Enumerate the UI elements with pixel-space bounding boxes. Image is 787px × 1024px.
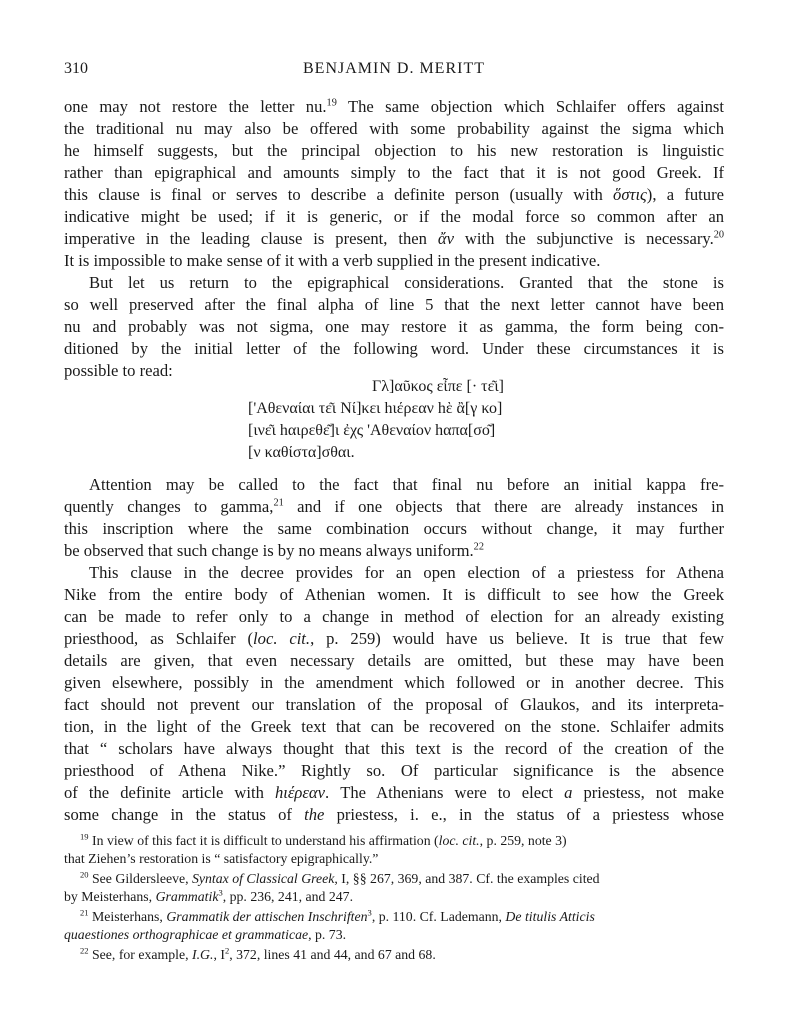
text-line: of the definite article with hιέρεαν. The Athenians were to elect a priestess, not make: [64, 783, 724, 802]
text-line: be observed that such change is by no means always uniform.$^{22}$: [64, 541, 484, 560]
page-header: [64, 60, 724, 82]
text-line: priesthood, as Schlaifer (loc. cit., p. 259) would have us believe. It is true that few: [64, 629, 724, 648]
text-line: given elsewhere, possibly in the amendment which followed or in another decree. This: [64, 673, 724, 692]
inscription-line: [ν καθίστα]σθαι.: [248, 444, 355, 461]
text-line: details are given, that even necessary details are omitted, but these may have been: [64, 651, 724, 670]
text-line: this clause is final or serves to describe a definite person (usually with ὅστις), a future: [64, 185, 724, 204]
text-line: can be made to refer only to a change in method of election for an already existing: [64, 607, 724, 626]
footnote-20: $^{20}$ See Gildersleeve, Syntax of Classical Greek, I, §§ 267, 369, and 387. Cf. the examples cited: [80, 869, 600, 886]
text-line: possible to read:: [64, 361, 173, 380]
text-line: This clause in the decree provides for an open election of a priestess for Athena: [89, 563, 724, 582]
text-line: some change in the status of the priestess, i. e., in the status of a priestess whose: [64, 805, 724, 824]
text-line: Nike from the entire body of Athenian women. It is difficult to see how the Greek: [64, 585, 724, 604]
page-number: 310: [64, 60, 88, 77]
text-line: nu and probably was not sigma, one may restore it as gamma, the form being con-: [64, 317, 724, 336]
text-line: indicative might be used; if it is generic, or if the modal force so common after an: [64, 207, 724, 226]
footnote-ref[interactable]: 22: [473, 541, 484, 553]
text-line: one may not restore the letter nu.$^{19}$ The same objection which Schlaifer offers against: [64, 97, 724, 116]
running-head: BENJAMIN D. MERITT: [303, 60, 485, 77]
inscription-line: Γλ]αῦκος εἶπε [· τε͂ι]: [372, 378, 504, 395]
text-line: tion, in the light of the Greek text that can be recovered on the stone. Schlaifer admits: [64, 717, 724, 736]
text-line: But let us return to the epigraphical considerations. Granted that the stone is: [89, 273, 724, 292]
footnote-19-cont: that Ziehen’s restoration is “ satisfactory epigraphically.”: [64, 851, 379, 866]
footnote-21: $^{21}$ Meisterhans, Grammatik der attischen Inschriften$^3$, p. 110. Cf. Lademann, De titulis Atticis: [80, 907, 595, 924]
text-line: that “ scholars have always thought that this text is the record of the creation of the: [64, 739, 724, 758]
text-line: It is impossible to make sense of it with a verb supplied in the present indicative.: [64, 251, 601, 270]
footnote-22: $^{22}$ See, for example, I.G., $I^2$, 372, lines 41 and 44, and 67 and 68.: [80, 945, 436, 962]
footnote-ref[interactable]: 19: [326, 97, 337, 109]
text-line: imperative in the leading clause is present, then ἄν with the subjunctive is necessary.$^{20}$: [64, 229, 725, 248]
text-line: rather than epigraphical and amounts simply to the fact that it is not good Greek. If: [64, 163, 724, 182]
inscription-line: ['Αθεναίαι τε͂ι Νί]κει hιέρεαν hὲ ἂ[γ κο]: [248, 400, 503, 417]
text-line: ditioned by the initial letter of the following word. Under these circumstances it is: [64, 339, 724, 358]
text-line: the traditional nu may also be offered with some probability against the sigma which: [64, 119, 724, 138]
text-line: Attention may be called to the fact that final nu before an initial kappa fre-: [89, 475, 724, 494]
text-line: he himself suggests, but the principal objection to his new restoration is linguistic: [64, 141, 724, 160]
text-line: so well preserved after the final alpha of line 5 that the next letter cannot have been: [64, 295, 724, 314]
text-line: this inscription where the same combination occurs without change, it may further: [64, 519, 724, 538]
footnote-20-cont: by Meisterhans, Grammatik$^3$, pp. 236, 241, and 247.: [64, 887, 354, 904]
text-line: priesthood of Athena Nike.” Rightly so. Of particular significance is the absence: [64, 761, 724, 780]
text-line: quently changes to gamma,$^{21}$ and if one objects that there are already instances in: [64, 497, 725, 516]
footnote-21-cont: quaestiones orthographicae et grammaticae, p. 73.: [64, 927, 347, 942]
footnote-ref[interactable]: 20: [713, 229, 725, 241]
inscription-line: [ινε͂ι hαιρεθε͂]ι ἐχς 'Αθεναίον hαπα[σο͂]: [248, 422, 496, 439]
text-line: fact should not prevent our translation of the proposal of Glaukos, and its interpreta-: [64, 695, 724, 714]
footnote-ref[interactable]: 21: [273, 497, 284, 509]
footnote-19: $^{19}$ In view of this fact it is difficult to understand his affirmation (loc. cit., p. 259, note 3): [80, 831, 567, 848]
